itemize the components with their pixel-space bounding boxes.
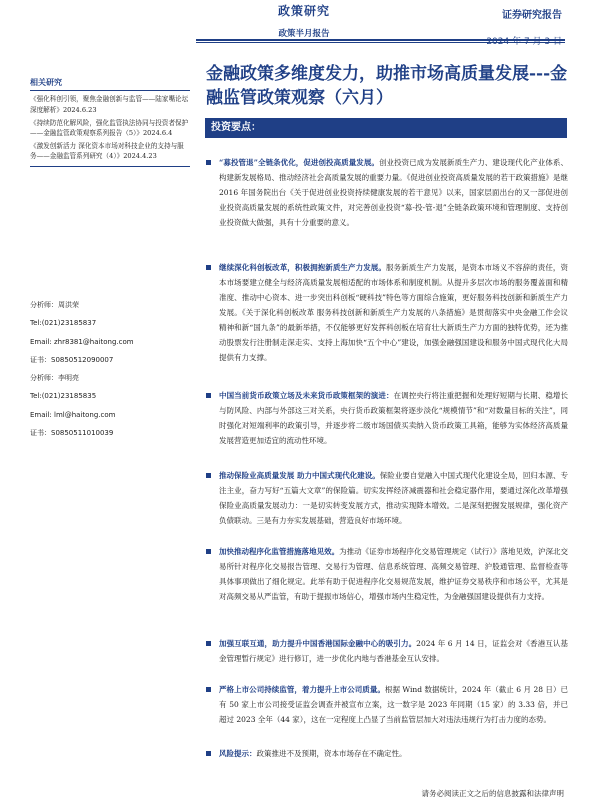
- key-point-text: 根据 Wind 数据统计，2024 年（截止 6 月 28 日）已有 50 家上市公司接受证监会调查并被宣布立案，这一数字是 2023 年同期（15 家）的 3.33 倍，并已超过 2023 全年（44 家），这在一定程度上凸显了当前监管层加大对违法违规行为打击力度的态势。: [219, 685, 568, 724]
- bullet-icon: [206, 160, 211, 165]
- bullet-icon: [206, 687, 211, 692]
- report-subcategory: 政策半月报告: [278, 29, 330, 39]
- bullet-icon: [206, 265, 211, 270]
- related-research-item[interactable]: 《强化科创引领，聚焦金融创新与监管——陆家嘴论坛深度解析》2024.6.23: [30, 95, 189, 114]
- analyst-info: [30, 296, 190, 442]
- analyst-tel: Tel:(021)23185837: [30, 319, 97, 328]
- related-research-item[interactable]: 《持续防范化解风险，强化监管执法协同与投资者保护——金融监管政策观察系列报告（5）》2024.6.4: [30, 118, 189, 138]
- analyst-name: 分析师：周洪荣: [30, 301, 79, 309]
- key-point-text: 在调控央行将注重把握和处理好短期与长期、稳增长与防风险、内部与外部这三对关系，央行货币政策框架将逐步淡化“规模情节”和“对数量目标的关注”，同时强化对短端利率的政策引导，并逐步将二级市场国债买卖纳入货币政策工具箱，能够为实体经济高质量发展营造更加适宜的流动性环境。: [219, 391, 569, 445]
- key-point: [206, 260, 568, 365]
- analyst-email[interactable]: Email: lml@haitong.com: [30, 410, 116, 419]
- report-type: 证券研究报告: [502, 10, 562, 21]
- bullet-icon: [206, 473, 211, 478]
- key-point: [206, 544, 568, 604]
- report-header-left: [278, 2, 330, 39]
- analyst-cert: 证书：S0850512090007: [30, 355, 114, 364]
- related-research-bottom-divider: [30, 166, 190, 167]
- bullet-icon: [206, 549, 211, 554]
- key-point-text: 政策推进不及预期，资本市场存在不确定性。: [256, 749, 407, 758]
- header-divider-thin: [196, 42, 565, 43]
- report-title: 金融政策多维度发力，助推市场高质量发展---金融监管政策观察（六月）: [206, 64, 568, 108]
- key-point-heading: 加快推动程序化监管措施落地见效。: [219, 547, 340, 556]
- analyst-tel: Tel:(021)23185835: [30, 392, 97, 401]
- analyst-name: 分析师：李明亮: [30, 374, 79, 383]
- key-point-heading: 中国当前货币政策立场及未来货币政策框架的演进：: [219, 391, 394, 400]
- related-research-divider: [30, 90, 190, 91]
- related-research-item[interactable]: 《激发创新活力 深化资本市场对科技企业的支持与服务——金融监管系列研究（4）》2024.4.23: [30, 142, 184, 161]
- header-divider: [196, 39, 565, 41]
- key-point-heading: “募投管退”全链条优化，促进创投高质量发展。: [219, 158, 379, 167]
- key-point-heading: 推动保险业高质量发展 助力中国式现代化建设。: [219, 471, 380, 480]
- key-point: [206, 682, 568, 727]
- analyst-cert: 证书：S0850511010039: [30, 429, 114, 438]
- key-point-heading: 风险提示：: [219, 749, 257, 758]
- key-point: [206, 155, 568, 230]
- bullet-icon: [206, 751, 211, 756]
- key-points-bar: 投资要点：: [205, 118, 567, 138]
- key-point-heading: 继续深化科创板改革，积极拥抱新质生产力发展。: [219, 263, 386, 272]
- key-point-text: 为推动《证券市场程序化交易管理规定（试行）》落地见效，沪深北交易所针对程序化交易报告管理、交易行为管理、信息系统管理、高频交易管理、沪股通管理、监督检查等具体事项做出了细化规定。此举有助于促进程序化交易规范发展，维护证券交易秩序和市场公平，尤其是对高频交易从严监管，有助于提振市场信心，增强市场内生稳定性，为金融强国建设提供有力支持。: [219, 547, 569, 601]
- key-point-text: 保险业要自觉融入中国式现代化建设全局，回归本源、专注主业，奋力写好“五篇大文章”的保险篇。切实发挥经济减震器和社会稳定器作用，要通过深化改革增强保险业高质量发展动力：一是切实转变发展方式，推动实现降本增效。二是深刻把握发展规律，强化资产负债联动。三是有力夯实发展基础，营造良好市场环境。: [219, 471, 568, 525]
- related-research: [30, 76, 190, 167]
- key-point-text: 2024 年 6 月 14 日，证监会对《香港互认基金管理暂行规定》进行修订，进一步优化内地与香港基金互认安排。: [219, 639, 568, 663]
- key-point: [206, 388, 568, 448]
- key-point-heading: 加强互联互通，助力提升中国香港国际金融中心的吸引力。: [219, 639, 417, 648]
- report-category: 政策研究: [278, 4, 331, 18]
- related-research-heading: 相关研究: [30, 77, 62, 87]
- footer-disclaimer: 请务必阅读正文之后的信息披露和法律声明: [421, 789, 564, 798]
- bullet-icon: [206, 641, 211, 646]
- analyst-email[interactable]: Email: zhr8381@haitong.com: [30, 337, 134, 346]
- key-point-text: 创业投资已成为发展新质生产力、建设现代化产业体系、构建新发展格局、推动经济社会高质量发展的重要力量。《促进创业投资高质量发展的若干政策措施》是继 2016 年国务院出台《关于促进创业投资持续健康发展的若干意见》以来，国家层面出台的又一部促进创业投资高质量发展的系统性政策文件，对完善创业投资“募-投-管-退”全链条政策环境和管理制度、支持创业投资做大做强，具有十分重要的意义。: [219, 158, 568, 227]
- key-point: [206, 746, 568, 761]
- key-point-heading: 严格上市公司持续监管，着力提升上市公司质量。: [219, 685, 385, 694]
- bullet-icon: [206, 393, 211, 398]
- key-point: [206, 636, 568, 666]
- key-point-text: 服务新质生产力发展，是资本市场义不容辞的责任，资本市场要建立健全与经济高质量发展相适配的市场体系和制度机制。从提升多层次市场的服务覆盖面和精准度、推动中心资本、进一步突出科创板“硬科技”特色等方面综合施策，更好服务科技创新和新质生产力发展。《关于深化科创板改革 服务科技创新和新质生产力发展的八条措施》是贯彻落实中央金融工作会议精神和新“国九条”的最新举措，不仅能够更好发挥科创板在培育壮大新质生产力方面的独特优势，还为推动股票发行注册制走深走实、支持上海加快“五个中心”建设，加强金融强国建设和服务中国式现代化大局提供有力支撑。: [219, 263, 569, 362]
- key-point: [206, 468, 568, 528]
